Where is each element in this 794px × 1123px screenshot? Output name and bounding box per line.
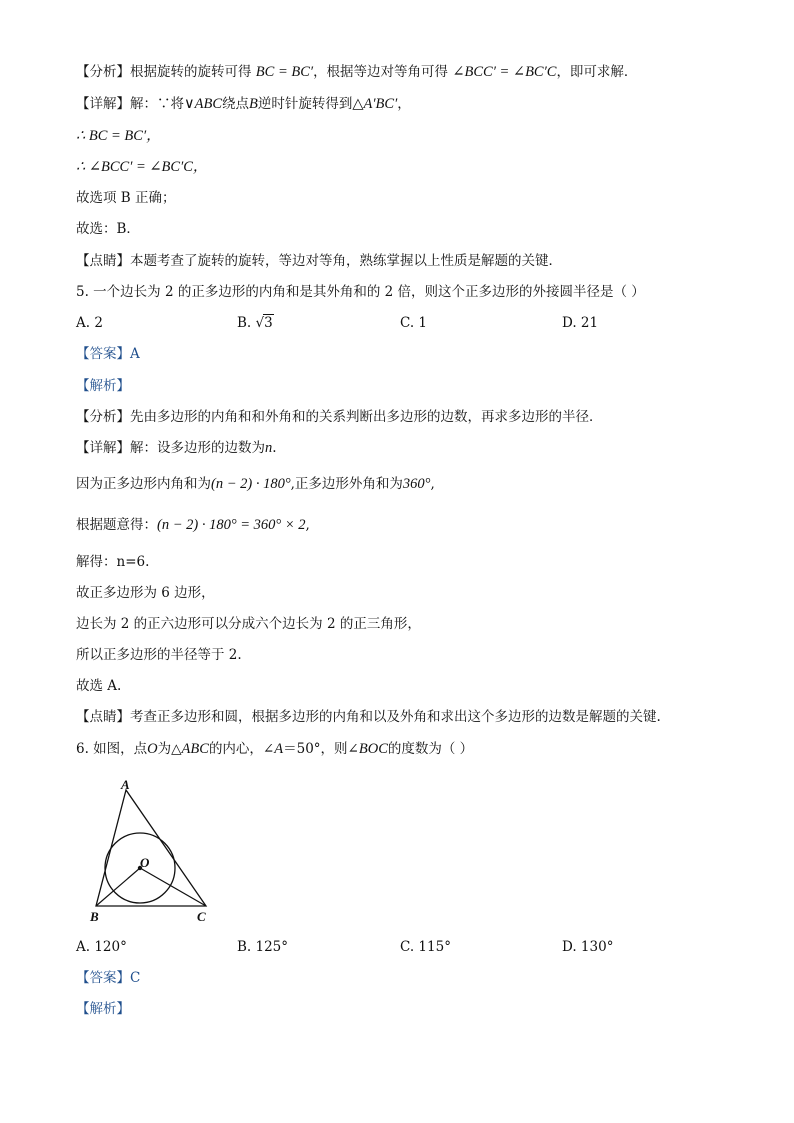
math-eq: BC = BC′ [255,64,314,80]
q6-option-d: D. 130° [562,939,614,955]
q6-jiexi: 【解析】 [76,1001,130,1017]
q5-comment: 【点睛】考查正多边形和圆，根据多边形的内角和以及外角和求出这个多边形的边数是解题的关键. [76,709,661,725]
q5-option-d: D. 21 [562,315,599,331]
q5-analysis: 【分析】先由多边形的内角和和外角和的关系判断出多边形的边数，再求多边形的半径． [76,409,603,425]
sqrt-symbol: √3 [255,315,273,331]
analysis-tag: 【分析】 [76,64,130,80]
q5-option-a: A. 2 [76,315,103,331]
label-o: O [140,855,150,870]
prev-step-2: ∴ ∠BCC′ = ∠BC′C， [76,159,208,175]
q5-line-4: 故正多边形为 6 边形， [76,585,215,601]
q5-option-b: B. √3 [237,315,273,331]
segment-oc [140,868,206,906]
q5-line-2: 根据题意得：(n − 2) · 180° = 360° × 2, [76,517,310,533]
q5-stem: 5. 一个边长为 2 的正多边形的内角和是其外角和的 2 倍，则这个正多边形的外接圆半径是（ ） [76,284,645,300]
q5-line-5: 边长为 2 的正六边形可以分成六个边长为 2 的正三角形， [76,616,421,632]
prev-analysis-line: 【分析】根据旋转的旋转可得 BC = BC′，根据等边对等角可得 ∠BCC′ = ∠BC′C，即可求解． [76,64,638,80]
q5-line-1: 因为正多边形内角和为(n − 2) · 180°,正多边形外角和为360°, [76,476,435,492]
q5-jiexi: 【解析】 [76,378,130,394]
q6-stem: 6. 如图，点O为△ABC的内心，∠A＝50°，则∠BOC的度数为（ ） [76,741,474,757]
prev-final: 故选：B． [76,221,140,237]
label-a: A [121,777,130,792]
q6-option-c: C. 115° [400,939,451,955]
analysis-tag: 【分析】 [76,409,130,425]
detail-tag: 【详解】 [76,96,130,112]
prev-comment: 【点睛】本题考查了旋转的旋转，等边对等角，熟练掌握以上性质是解题的关键． [76,253,562,269]
prev-detail-line: 【详解】解：∵将∨ABC绕点B逆时针旋转得到△A′BC′， [76,96,411,112]
q6-option-b: B. 125° [237,939,289,955]
segment-ob [96,868,140,906]
comment-tag: 【点睛】 [76,253,130,269]
prev-step-1: ∴ BC = BC′， [76,128,161,144]
label-c: C [197,909,206,924]
q5-line-6: 所以正多边形的半径等于 2. [76,647,242,663]
q5-answer: 【答案】A [76,346,140,362]
q6-option-a: A. 120° [76,939,127,955]
incircle-figure [80,775,220,925]
q6-answer: 【答案】C [76,970,141,986]
comment-tag: 【点睛】 [76,709,130,725]
label-b: B [90,909,99,924]
q5-line-3: 解得：n=6. [76,554,150,570]
q5-detail: 【详解】解：设多边形的边数为n. [76,440,277,456]
q5-option-c: C. 1 [400,315,428,331]
prev-choose: 故选项 B 正确； [76,190,176,206]
detail-tag: 【详解】 [76,440,130,456]
math-eq: ∠BCC′ = ∠BC′C [452,64,557,80]
q5-line-7: 故选 A. [76,678,122,694]
